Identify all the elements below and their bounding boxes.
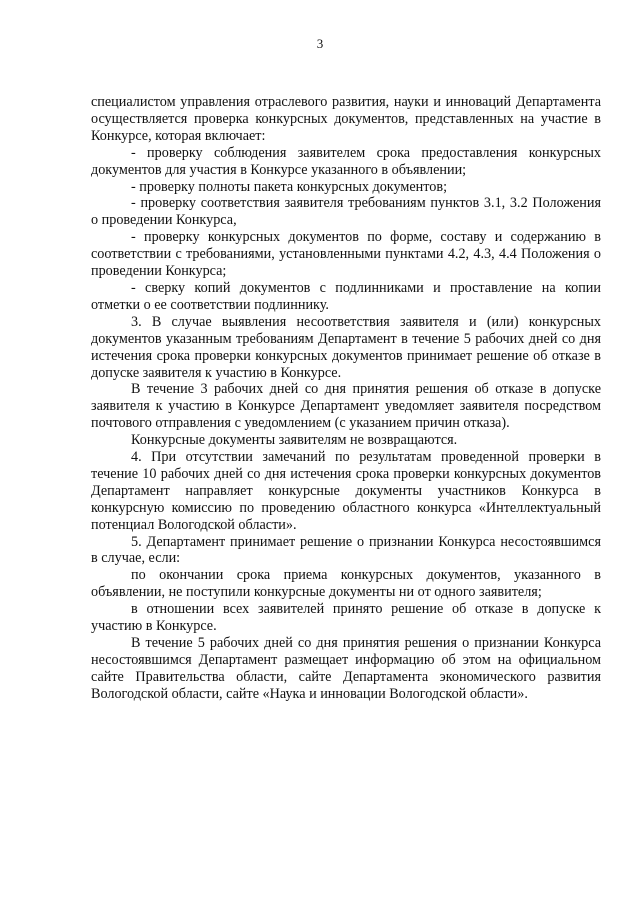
list-item: - проверку соответствия заявителя требованиям пунктов 3.1, 3.2 Положения о проведении Конкурса, bbox=[91, 195, 601, 229]
paragraph: В течение 3 рабочих дней со дня принятия решения об отказе в допуске заявителя к участию в Конкурсе Департамент уведомляет заявителя посредством почтового отправления с уведомлением (с указанием причин отказа). bbox=[91, 381, 601, 432]
list-item: - проверку соблюдения заявителем срока предоставления конкурсных документов для участия в Конкурсе указанного в объявлении; bbox=[91, 144, 601, 178]
paragraph: 3. В случае выявления несоответствия заявителя и (или) конкурсных документов указанным требованиям Департамент в течение 5 рабочих дней со дня истечения срока проверки конкурсных документов принимает решение об отказе в допуске заявителя к участию в Конкурсе. bbox=[91, 313, 601, 381]
paragraph: Конкурсные документы заявителям не возвращаются. bbox=[131, 432, 458, 449]
list-item: - проверку полноты пакета конкурсных документов; bbox=[131, 178, 448, 195]
paragraph: 5. Департамент принимает решение о признании Конкурса несостоявшимся в случае, если: bbox=[91, 533, 601, 567]
document-body bbox=[91, 94, 601, 703]
paragraph: В течение 5 рабочих дней со дня принятия решения о признании Конкурса несостоявшимся Департамент размещает информацию об этом на официальном сайте Правительства области, сайте Департамента экономического развития Вологодской области, сайте «Наука и инновации Вологодской области». bbox=[91, 635, 601, 702]
page-number: 3 bbox=[316, 36, 324, 51]
list-item: - проверку конкурсных документов по форме, составу и содержанию в соответствии с требованиями, установленными пунктами 4.2, 4.3, 4.4 Положения о проведении Конкурса; bbox=[91, 229, 601, 280]
list-item: в отношении всех заявителей принято решение об отказе в допуске к участию в Конкурсе. bbox=[91, 601, 601, 635]
list-item: по окончании срока приема конкурсных документов, указанного в объявлении, не поступили конкурсные документы ни от одного заявителя; bbox=[91, 567, 601, 601]
list-item: - сверку копий документов с подлинниками и проставление на копии отметки о ее соответствии подлиннику. bbox=[91, 279, 601, 313]
paragraph: специалистом управления отраслевого развития, науки и инноваций Департамента осуществляется проверка конкурсных документов, представленных на участие в Конкурсе, которая включает: bbox=[91, 94, 601, 144]
paragraph: 4. При отсутствии замечаний по результатам проведенной проверки в течение 10 рабочих дней со дня истечения срока проверки конкурсных документов Департамент направляет конкурсные документы участников Конкурса в конкурсную комиссию по проведению областного конкурса «Интеллектуальный потенциал Вологодской области». bbox=[91, 449, 601, 533]
